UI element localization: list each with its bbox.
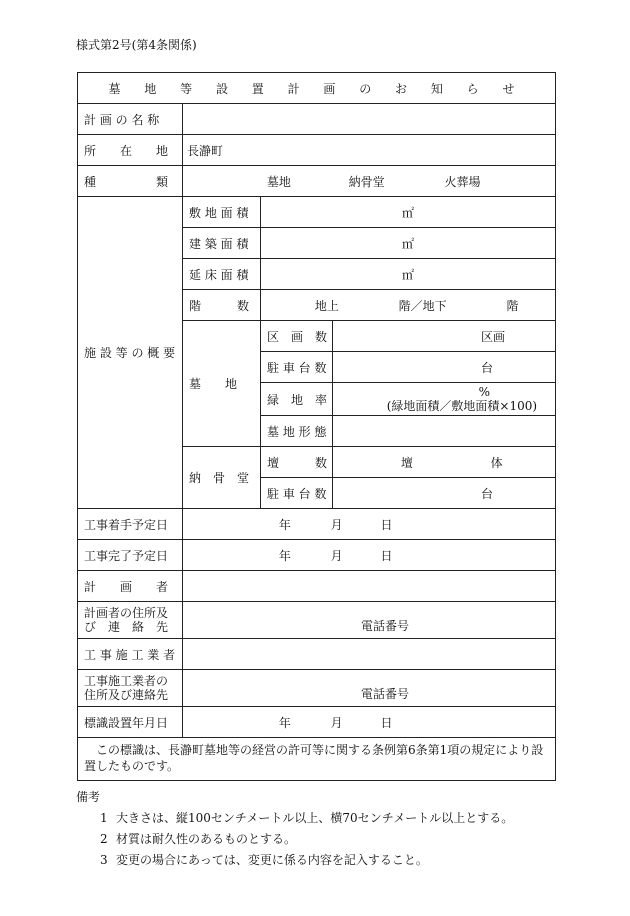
sections-label: 区 画 数 <box>261 321 333 352</box>
cemetery-parking-label: 駐 車 台 数 <box>261 352 333 383</box>
cemetery-form-field[interactable] <box>333 416 556 447</box>
end-year: 年 <box>278 548 291 563</box>
end-month: 月 <box>330 548 343 563</box>
ossuary-label: 納 骨 堂 <box>183 447 261 509</box>
notice-table <box>77 72 556 781</box>
contractor-phone-label: 電話番号 <box>361 687 410 701</box>
altars-unit: 壇 <box>400 455 413 470</box>
start-date-label: 工事着手予定日 <box>78 509 183 540</box>
type-options <box>183 166 556 197</box>
planner-label: 計 画 者 <box>78 571 183 602</box>
sign-footnote: この標識は、長瀞町墓地等の経営の許可等に関する条例第6条第1項の規定により設置したものです。 <box>78 738 556 781</box>
floors-above: 地上 <box>314 298 339 313</box>
sign-year: 年 <box>278 715 291 730</box>
contractor-address-field[interactable] <box>183 670 556 707</box>
type-option-ossuary[interactable]: 納骨堂 <box>348 174 385 189</box>
altars-label: 壇 数 <box>261 447 333 478</box>
form-title: 墓 地 等 設 置 計 画 の お 知 ら せ <box>78 73 556 104</box>
planner-address-label-line1: 計画者の住所及 <box>84 606 169 620</box>
start-month: 月 <box>330 517 343 532</box>
planner-address-label <box>78 602 183 639</box>
building-area-unit: ㎡ <box>261 228 556 259</box>
location-value: 長瀞町 <box>183 135 556 166</box>
green-rate-label: 緑 地 率 <box>261 383 333 416</box>
planner-phone-label: 電話番号 <box>361 619 410 633</box>
contractor-address-label-line1: 工事施工業者の <box>84 674 169 688</box>
overview-label: 施 設 等 の 概 要 <box>78 197 183 509</box>
green-rate-note: (緑地面積／敷地面積×100) <box>386 399 538 413</box>
location-label: 所 在 地 <box>78 135 183 166</box>
type-label: 種 類 <box>78 166 183 197</box>
remark-number: 2 <box>100 832 108 846</box>
sign-date-label: 標識設置年月日 <box>78 707 183 738</box>
planner-address-label-line2: び 連 絡 先 <box>84 620 169 634</box>
green-rate-value <box>333 383 556 416</box>
end-date-label: 工事完了予定日 <box>78 540 183 571</box>
altars-value <box>333 447 556 478</box>
planner-address-field[interactable] <box>183 602 556 639</box>
floors-unit: 階 <box>506 298 519 313</box>
sign-date-value <box>183 707 556 738</box>
cemetery-form-label: 墓 地 形 態 <box>261 416 333 447</box>
planner-field[interactable] <box>183 571 556 602</box>
floors-below: 階／地下 <box>398 298 447 313</box>
site-area-unit: ㎡ <box>261 197 556 228</box>
sign-month: 月 <box>330 715 343 730</box>
cemetery-label: 墓 地 <box>183 321 261 447</box>
green-rate-unit: % <box>478 385 491 399</box>
contractor-label: 工 事 施 工 業 者 <box>78 639 183 670</box>
remark-number: 3 <box>100 853 108 867</box>
building-area-label: 建 築 面 積 <box>183 228 261 259</box>
start-year: 年 <box>278 517 291 532</box>
remark-item <box>76 829 513 850</box>
remark-item <box>76 850 513 871</box>
contractor-field[interactable] <box>183 639 556 670</box>
floor-area-unit: ㎡ <box>261 259 556 290</box>
contractor-address-label-line2: 住所及び連絡先 <box>84 688 169 702</box>
remark-text: 材質は耐久性のあるものとする。 <box>116 832 297 846</box>
remarks-heading: 備考 <box>76 790 101 804</box>
floors-label: 階 数 <box>183 290 261 321</box>
start-date-value <box>183 509 556 540</box>
form-number: 様式第2号(第4条関係) <box>76 38 197 52</box>
contractor-address-label <box>78 670 183 707</box>
remark-item <box>76 808 513 829</box>
bodies-unit: 体 <box>490 455 503 470</box>
end-date-value <box>183 540 556 571</box>
floor-area-label: 延 床 面 積 <box>183 259 261 290</box>
ossuary-parking-unit: 台 <box>333 478 556 509</box>
sections-unit: 区画 <box>333 321 556 352</box>
type-option-cemetery[interactable]: 墓地 <box>266 174 291 189</box>
end-day: 日 <box>380 548 393 563</box>
type-option-crematorium[interactable]: 火葬場 <box>444 174 481 189</box>
cemetery-parking-unit: 台 <box>333 352 556 383</box>
remark-text: 大きさは、縦100センチメートル以上、横70センチメートル以上とする。 <box>116 811 514 825</box>
remark-number: 1 <box>100 811 108 825</box>
remark-text: 変更の場合にあっては、変更に係る内容を記入すること。 <box>116 853 428 867</box>
site-area-label: 敷 地 面 積 <box>183 197 261 228</box>
remarks <box>76 787 513 871</box>
sign-day: 日 <box>380 715 393 730</box>
plan-name-label: 計 画 の 名 称 <box>78 104 183 135</box>
start-day: 日 <box>380 517 393 532</box>
floors-value <box>261 290 556 321</box>
plan-name-field[interactable] <box>183 104 556 135</box>
ossuary-parking-label: 駐 車 台 数 <box>261 478 333 509</box>
